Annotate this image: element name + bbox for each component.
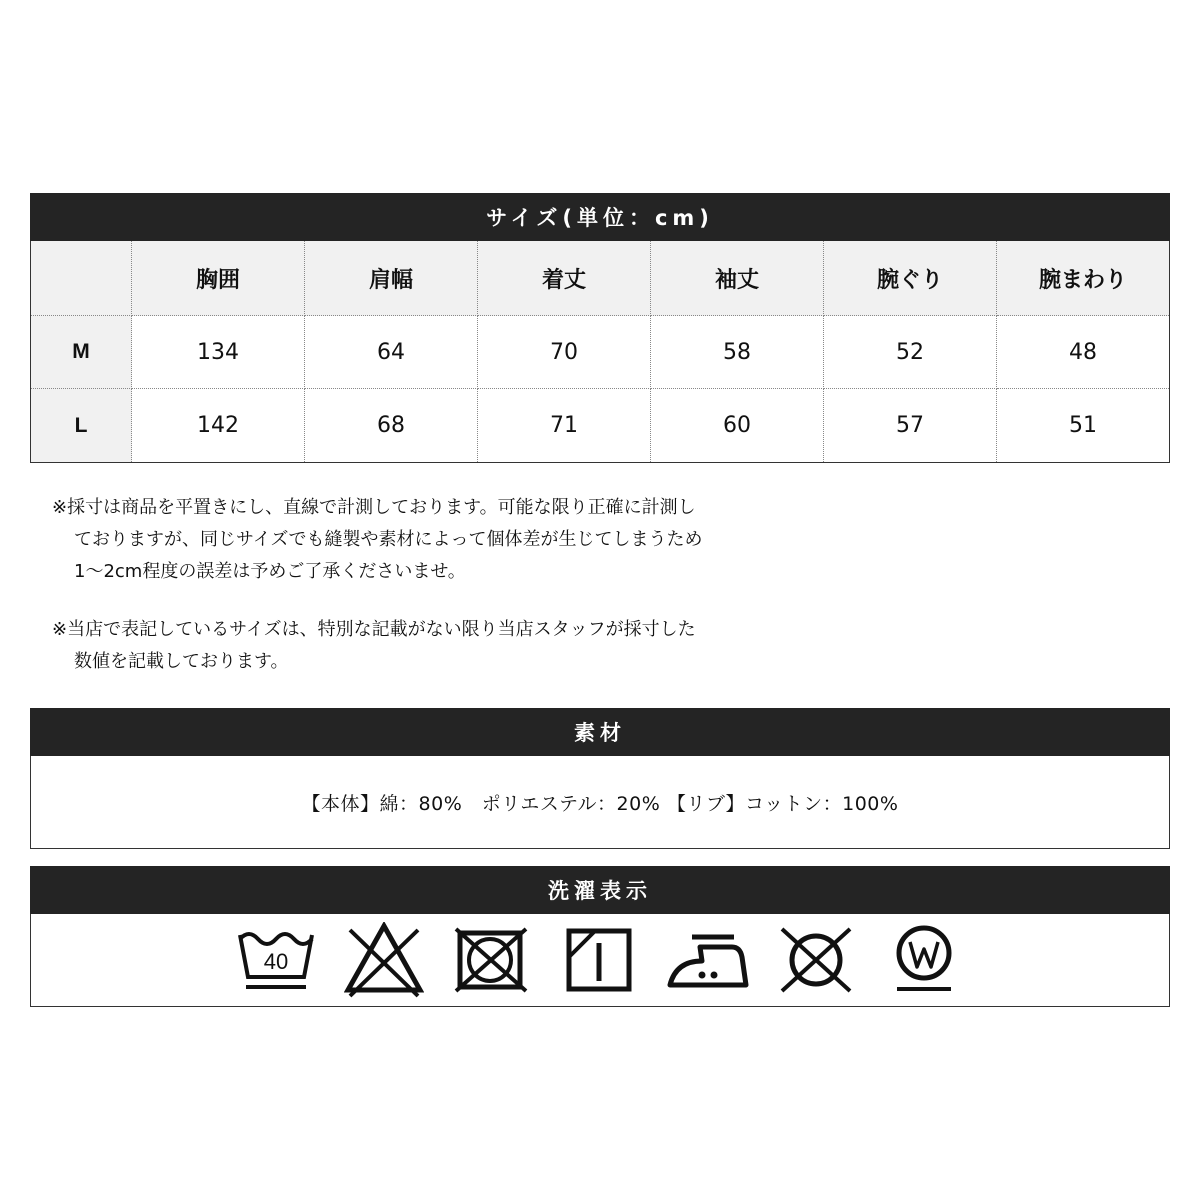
note-line: ておりますが、同じサイズでも縫製や素材によって個体差が生じてしまうため — [74, 529, 703, 550]
material-title-text: 素材 — [574, 721, 626, 745]
size-table — [30, 241, 1170, 463]
table-cell: 64 — [305, 316, 478, 389]
care-icons-row — [31, 914, 1169, 1006]
table-cell: 51 — [1069, 413, 1097, 439]
column-header-arm-circumference: 腕まわり — [997, 241, 1170, 316]
table-cell: 52 — [824, 316, 997, 389]
size-table-corner-cell — [31, 241, 132, 316]
wet-clean-icon — [870, 922, 978, 998]
column-header-chest: 胸囲 — [132, 241, 305, 316]
note-line: ※当店で表記しているサイズは、特別な記載がない限り当店スタッフが採寸した — [52, 619, 696, 640]
note-line: ※採寸は商品を平置きにし、直線で計測しております。可能な限り正確に計測し — [52, 497, 696, 518]
size-source-note — [52, 614, 696, 678]
size-label-l: L — [31, 389, 132, 463]
wash-temperature-label: 40 — [263, 949, 289, 974]
table-cell: 134 — [132, 316, 305, 389]
care-title-text: 洗濯表示 — [548, 879, 652, 903]
table-cell: 57 — [824, 389, 997, 463]
size-table-header-row — [31, 241, 1170, 316]
wash-40-icon — [222, 922, 330, 998]
care-title — [30, 866, 1170, 914]
size-label-m: M — [31, 316, 132, 389]
material-box — [30, 756, 1170, 849]
material-title — [30, 708, 1170, 756]
measurement-note — [52, 492, 703, 588]
column-header-armhole: 腕ぐり — [824, 241, 997, 316]
table-cell: 70 — [478, 316, 651, 389]
note-line: 1〜2cm程度の誤差は予めご了承くださいませ。 — [74, 561, 466, 582]
no-tumble-dry-icon — [438, 922, 546, 998]
line-dry-shade-icon — [546, 922, 654, 998]
table-cell: 71 — [478, 389, 651, 463]
note-line: 数値を記載しております。 — [74, 651, 289, 672]
care-box — [30, 914, 1170, 1007]
column-header-length: 着丈 — [478, 241, 651, 316]
column-header-sleeve: 袖丈 — [651, 241, 824, 316]
no-dry-clean-icon — [762, 922, 870, 998]
no-bleach-icon — [330, 922, 438, 998]
iron-low-temp-icon — [654, 922, 762, 998]
table-cell: 48 — [997, 316, 1170, 389]
table-cell: 58 — [651, 316, 824, 389]
size-table-title-text: サイズ(単位：cm) — [486, 206, 714, 230]
size-table-title — [30, 193, 1170, 241]
column-header-shoulder: 肩幅 — [305, 241, 478, 316]
material-composition: 【本体】綿：80% ポリエステル：20% 【リブ】コットン：100% — [301, 792, 899, 815]
table-cell: 142 — [132, 389, 305, 463]
table-row — [31, 316, 1170, 389]
table-cell: 60 — [651, 389, 824, 463]
table-cell: 68 — [305, 389, 478, 463]
table-row — [31, 389, 1170, 463]
